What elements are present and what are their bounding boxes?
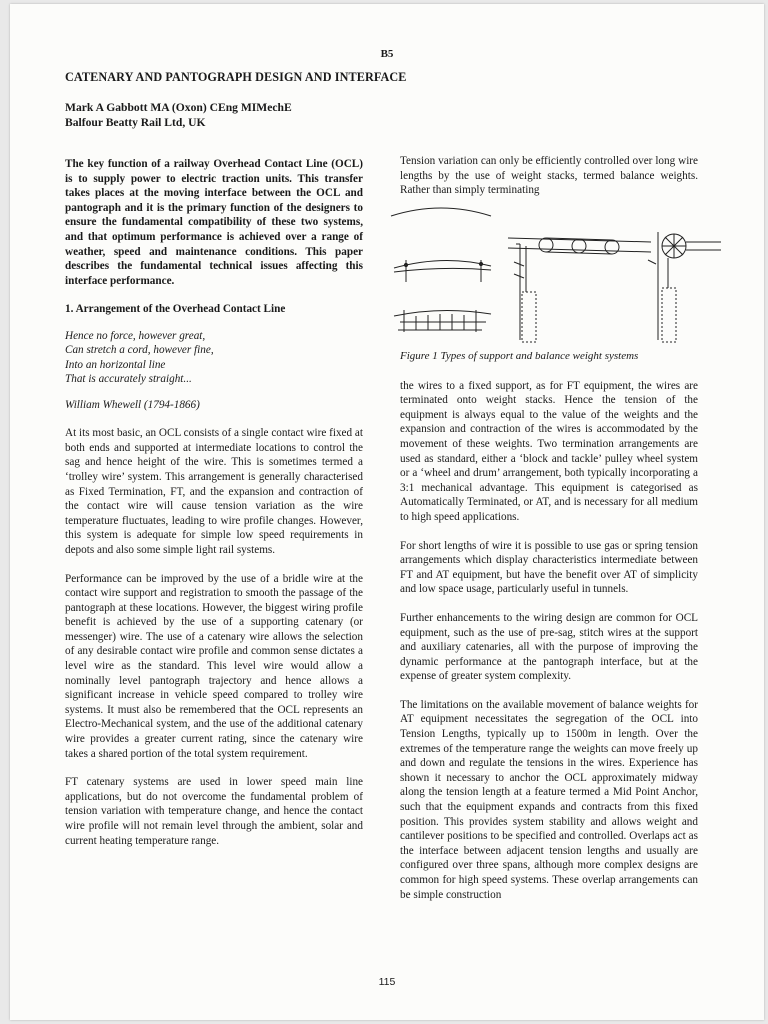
figure-caption: Figure 1 Types of support and balance weight systems xyxy=(400,350,639,362)
body-paragraph: Performance can be improved by the use of a bridle wire at the contact wire support and registration to smooth the passage of the pantograph at these locations. However, the biggest wiring profile benefit is achieved by the use of a supporting catenary (or messenger) wire. The use of a catenary wire allows the selection of any desirable contact wire profile and common sense dictates a level wire as the standard. This level wire would allow a nominally level pantograph trajectory and hence allows a significant increase in vehicle speed compared to trolley wire systems. It must also be remembered that the OCL represents an Electro-Mechanical system, and the use of the additional catenary wire provides a greater current rating, since the catenary wire takes a shared portion of the total system requirement. xyxy=(65,572,363,760)
body-paragraph: Further enhancements to the wiring design are common for OCL equipment, such as the use of pre-sag, stitch wires at the support and auxiliary catenaries, all with the purpose of improving the dynamic performance at the pantograph interface, but at the expense of greater system complexity. xyxy=(400,611,698,683)
support-balance-weight-figure xyxy=(386,202,736,348)
compound-catenary-diagram xyxy=(394,310,491,332)
affiliation: Balfour Beatty Rail Ltd, UK xyxy=(65,116,206,129)
simple-catenary-diagram xyxy=(394,260,491,282)
block-and-tackle-diagram xyxy=(508,238,651,342)
trolley-wire-diagram xyxy=(391,208,491,216)
section-heading: 1. Arrangement of the Overhead Contact Line xyxy=(65,303,286,316)
epigraph-attribution: William Whewell (1794-1866) xyxy=(65,398,200,411)
body-paragraph: The limitations on the available movement of balance weights for AT equipment necessitates the segregation of the OCL into Tension Lengths, typically up to 1500m in length. Over the extremes of the temperature range the weights can move freely up and down and regulate the tensions in the wires. Experience has shown it necessary to anchor the OCL approximately midway along the tension length at a feature termed a Mid Point Anchor, such that the equipment expands and contracts from this fixed position. This provides system stability and allows weight and cantilever positions to be specified and controlled. Overlaps act as the interface between adjacent tension lengths and usually are configured over three spans, although more complex designs are common for high speed systems. These overlap arrangements can be simple construction xyxy=(400,698,698,901)
paper-page xyxy=(10,4,764,1020)
epigraph-line: Into an horizontal line xyxy=(65,358,166,371)
epigraph-line: Can stretch a cord, however fine, xyxy=(65,344,214,357)
body-paragraph: For short lengths of wire it is possible to use gas or spring tension arrangements which display characteristics intermediate between FT and AT equipment, but have the benefit over AT of simplicity and low space usage, particularly useful in tunnels. xyxy=(400,539,698,596)
wheel-and-drum-diagram xyxy=(648,232,721,342)
body-paragraph: the wires to a fixed support, as for FT equipment, the wires are terminated onto weight stacks. Hence the tension of the equipment is always equal to the value of the weights and the expansion and contraction of the wires is accommodated by the movement of these weights. Two termination arrangements are used as standard, either a ‘block and tackle’ pulley wheel system or a ‘wheel and drum’ arrangement, both typically incorporating a 3:1 mechanical advantage. This equipment is categorised as Automatically Terminated, or AT, and is necessary for all medium to high speed applications. xyxy=(400,379,698,523)
epigraph xyxy=(65,329,363,387)
right-column-bottom xyxy=(400,349,698,902)
session-code: B5 xyxy=(380,48,394,60)
body-paragraph: At its most basic, an OCL consists of a single contact wire fixed at both ends and supported at intermediate locations to control the sag and hence height of the wire. This is sometimes termed a ‘trolley wire’ system. This arrangement is generally characterised as Fixed Termination, FT, and the expansion and contraction of the contact wire will cause tension variation as the wire temperature fluctuates, leading to wire profile changes. However, this system is adequate for simple low speed requirements in depots and also some simple light rail systems. xyxy=(65,427,363,556)
left-column xyxy=(65,157,363,848)
author-block xyxy=(65,100,292,130)
epigraph-line: Hence no force, however great, xyxy=(65,329,206,342)
paper-title: CATENARY AND PANTOGRAPH DESIGN AND INTERFACE xyxy=(65,70,407,84)
body-paragraph: Tension variation can only be efficiently controlled over long wire lengths by the use of weight stacks, termed balance weights. Rather than simply terminating xyxy=(400,155,698,197)
page-number: 115 xyxy=(378,976,396,988)
body-paragraph: FT catenary systems are used in lower speed main line applications, but do not overcome the fundamental problem of tension variation with temperature change, and hence the contact wire profile will not remain level through the ambient, solar and current heating temperature range. xyxy=(65,776,363,847)
abstract: The key function of a railway Overhead Contact Line (OCL) is to supply power to electric traction units. This transfer takes places at the moving interface between the OCL and pantograph and it is the primary function of the designers to ensure the fundamental compatibility of these two systems, and that optimum performance is achieved over a range of weather, speed and maintenance conditions. This paper describes the fundamental technical issues affecting this interface performance. xyxy=(65,158,363,287)
epigraph-line: That is accurately straight... xyxy=(65,373,192,386)
right-column-top xyxy=(400,154,698,198)
author-line: Mark A Gabbott MA (Oxon) CEng MIMechE xyxy=(65,101,292,114)
